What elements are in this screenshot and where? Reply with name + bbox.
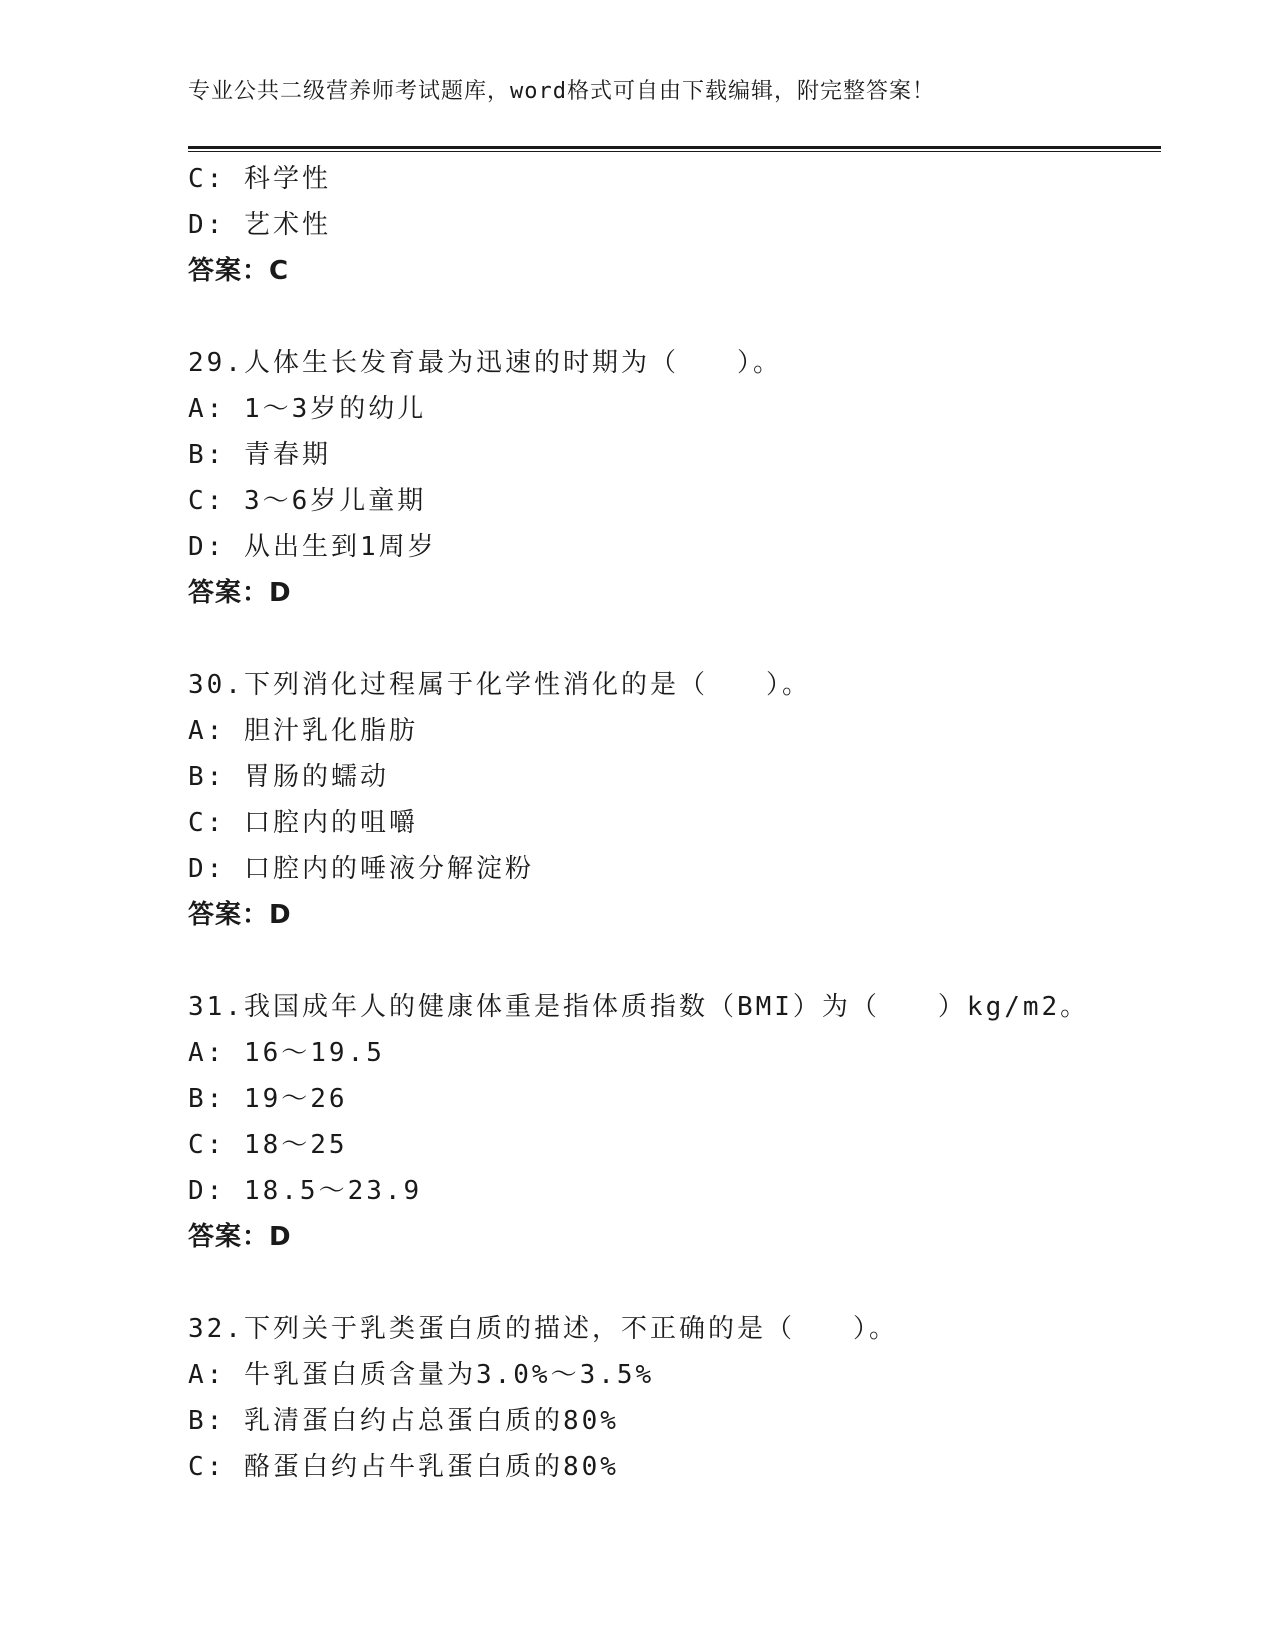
question-block — [188, 1306, 1161, 1490]
question-stem: 31.我国成年人的健康体重是指体质指数（BMI）为（ ）kg/m2。 — [188, 992, 1090, 1022]
document-header: 专业公共二级营养师考试题库，word格式可自由下载编辑，附完整答案！ — [188, 79, 935, 104]
question-stem: 30.下列消化过程属于化学性消化的是（ ）。 — [188, 670, 811, 700]
option-line: A: 胆汁乳化脂肪 — [188, 716, 418, 746]
option-line: A: 16～19.5 — [188, 1038, 385, 1068]
spacer — [188, 294, 1161, 340]
option-line: B: 青春期 — [188, 440, 331, 470]
option-line: C: 口腔内的咀嚼 — [188, 808, 418, 838]
option-line: C: 科学性 — [188, 164, 331, 194]
answer-line: 答案：D — [188, 578, 292, 608]
answer-line: 答案：D — [188, 900, 292, 930]
option-line: A: 牛乳蛋白质含量为3.0%～3.5% — [188, 1360, 655, 1390]
header-divider-thin — [188, 151, 1161, 152]
option-line: D: 18.5～23.9 — [188, 1176, 423, 1206]
answer-line: 答案：C — [188, 256, 290, 286]
question-stem: 29.人体生长发育最为迅速的时期为（ ）。 — [188, 348, 782, 378]
document-body — [188, 156, 1161, 1490]
option-line: C: 3～6岁儿童期 — [188, 486, 427, 516]
option-line: D: 口腔内的唾液分解淀粉 — [188, 854, 534, 884]
option-line: B: 19～26 — [188, 1084, 348, 1114]
header-divider-thick — [188, 146, 1161, 149]
answer-line: 答案：D — [188, 1222, 292, 1252]
option-line: C: 18～25 — [188, 1130, 348, 1160]
question-block — [188, 662, 1161, 938]
spacer — [188, 1260, 1161, 1306]
spacer — [188, 616, 1161, 662]
spacer — [188, 938, 1161, 984]
question-block — [188, 984, 1161, 1260]
option-line: B: 乳清蛋白约占总蛋白质的80% — [188, 1406, 619, 1436]
question-stem: 32.下列关于乳类蛋白质的描述，不正确的是（ ）。 — [188, 1314, 898, 1344]
option-line: B: 胃肠的蠕动 — [188, 762, 389, 792]
question-block — [188, 340, 1161, 616]
option-line: C: 酪蛋白约占牛乳蛋白质的80% — [188, 1452, 619, 1482]
option-line: A: 1～3岁的幼儿 — [188, 394, 427, 424]
option-line: D: 艺术性 — [188, 210, 331, 240]
option-line: D: 从出生到1周岁 — [188, 532, 437, 562]
